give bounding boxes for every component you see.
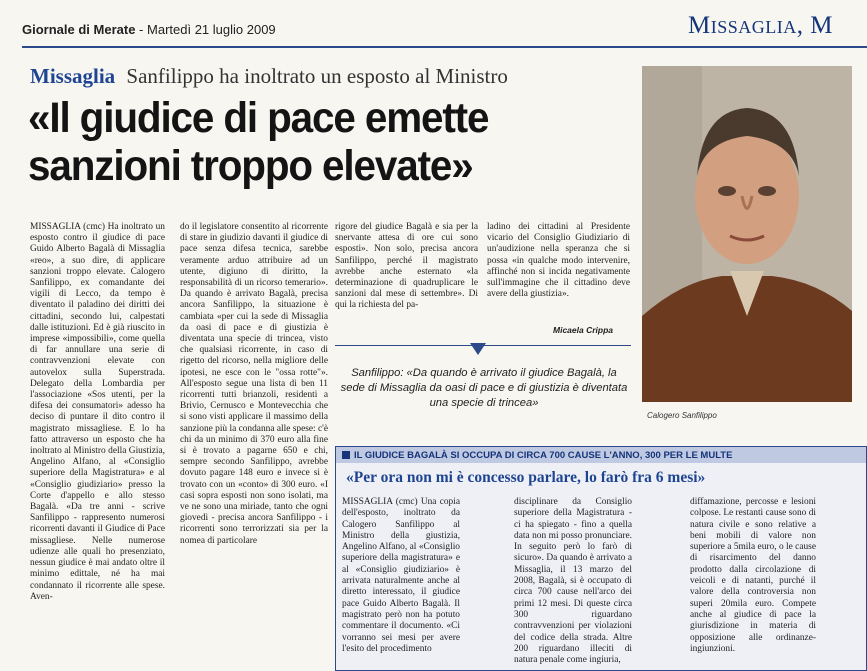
portrait-illustration xyxy=(642,66,852,402)
kicker-place: Missaglia xyxy=(30,64,116,88)
article-kicker xyxy=(30,64,508,89)
sidebar-box-bar xyxy=(336,447,866,463)
masthead-dateline xyxy=(22,22,276,37)
square-bullet-icon xyxy=(342,451,350,459)
photo-caption: Calogero Sanfilippo xyxy=(647,411,717,420)
article-column-4: ladino dei cittadini al Presidente vicario del Consiglio Giudiziario di un'audizione nella speranza che si possa «in qualche modo intervenire, affinché non si incida negativamente sull'immagine che il cittadino deve avere della giustizia». xyxy=(487,222,630,300)
pull-quote-marker-icon xyxy=(470,343,486,355)
article-headline: «Il giudice di pace emette sanzioni troppo elevate» xyxy=(28,94,489,190)
publication-name: Giornale di Merate xyxy=(22,22,136,37)
publication-date: Martedì 21 luglio 2009 xyxy=(147,22,276,37)
section-title: Missaglia, M xyxy=(688,12,833,39)
dateline-separator: - xyxy=(139,22,144,37)
sidebar-box-label: IL GIUDICE BAGALÀ SI OCCUPA DI CIRCA 700 CAUSE L'ANNO, 300 PER LE MULTE xyxy=(354,450,733,461)
kicker-text: Sanfilippo ha inoltrato un esposto al Ministro xyxy=(126,64,508,88)
sidebar-column-3: diffamazione, percosse e lesioni colpose. Le restanti cause sono di natura civile e sono relative a beni mobili di valore non superiore a 5mila euro, o le cause di risarcimento del danno prodotto dalla circolazione di veicoli e di natanti, purché il valore della controversia non superi 20mila euro. Compete anche al giudice di pace la giurisdizione in materia di opposizione alle ordinanze-ingiunzioni. xyxy=(690,497,816,654)
masthead xyxy=(0,0,867,48)
article-column-1: MISSAGLIA (cmc) Ha inoltrato un esposto contro il giudice di pace Guido Alberto Bagalà di Missaglia «reo», a suo dire, di applicare sanzioni troppo elevate. Calogero Sanfilippo, ex comandante dei vigili di Lecco, da tempo è diventato il paladino dei diritti dei cittadini, secondo lui, calpestati dalle istituzioni. Ed è già riuscito in imprese «impossibili», come quella di far annullare una serie di contravvenzioni elevate con autovelox sulla Superstrada. Delegato della Lombardia per l'associazione «Sos utenti, per la difesa dei consumatori» adesso ha deciso di puntare il dito contro il magistrato missagliese. E lo ha fatto attraverso un esposto che ha inoltrato al Ministro della Giustizia, Angelino Alfano, al «Consiglio superiore della Magistratura» e al «Consiglio giudiziario» presso la Corte d'appello e allo stesso Bagalà. «Da tre anni - scrive Sanfilippo - rappresento numerosi ricorrenti davanti il Giudice di Pace missagliese. Nelle numerose udienze alle quali ho presenziato, nessun giudice è mai andato oltre il minimo edittale, né ha mai condannato il ricorrente alle spese. Aven- xyxy=(30,222,165,602)
author-signature: Micaela Crippa xyxy=(553,325,613,335)
pull-quote: Sanfilippo: «Da quando è arrivato il giudice Bagalà, la sede di Missaglia da oasi di pace e di giustizia è diventata una specie di trincea» xyxy=(340,367,628,409)
portrait-photo xyxy=(642,66,852,402)
masthead-rule xyxy=(22,46,867,48)
sidebar-column-1: MISSAGLIA (cmc) Una copia dell'esposto, inoltrato da Calogero Sanfilippo al Ministro della giustizia, Angelino Alfano, al «Consiglio superiore della magistratura» e al «Consiglio giudiziario» è arrivata naturalmente anche al diretto interessato, il giudice pace Guido Alberto Bagalà. Il magistrato però non ha potuto commentare il documento. «Ci vorranno sei mesi per avere l'esito del procedimento xyxy=(342,497,460,654)
sidebar-box-title: «Per ora non mi è concesso parlare, lo farò fra 6 mesi» xyxy=(346,469,706,486)
sidebar-column-2: disciplinare da Consiglio superiore della Magistratura - ci ha spiegato - fino a quella data non mi posso pronunciare. In seguito però lo farò di sicuro». Da quando è arrivato a Missaglia, il 13 marzo del 2008, Bagalà, si è occupato di circa 700 cause nell'arco dei primi 12 mesi. Di queste circa 300 riguardano contravvenzioni per violazioni del codice della strada. Altre 200 riguardano illeciti di natura penale come ingiuria, xyxy=(514,497,632,666)
article-column-2: do il legislatore consentito al ricorrente di stare in giudizio davanti il giudice di pace senza difesa tecnica, sarebbe veramente arduo attribuire ad un utente, digiuno di diritto, la responsabilità di un ricorso temerario». Da quando è arrivato Bagalà, precisa ancora Sanfilippo, la situazione è cambiata «per cui la sede di Missaglia da oasi di pace e di giustizia è diventata una specie di trincea, visto che qualsiasi ricorrente, in caso di rigetto del ricorso, nella migliore delle ipotesi, ne esce con le "ossa rotte"». All'esposto segue una lista di ben 11 ricorrenti tutti brianzoli, residenti a Brivio, Cernusco e Montevecchia che si sono visti applicare il massimo della sanzione più la condanna alle spese: c'è chi da un minimo di 370 euro alla fine si è trovato a pagarne 650 e chi, sempre secondo Sanfilippo, avrebbe dovuto pagare 148 euro e invece si è trovato con un «conto» di 300 euro. «I casi sopra esposti non sono isolati, ma ve ne sono una miriade, tanto che ogni giovedì - precisa ancora Sanfilippo - i ricorrenti sono terrorizzati sia per la nomea di particolare xyxy=(180,222,328,546)
sidebar-box xyxy=(335,446,867,671)
article-column-3: rigore del giudice Bagalà e sia per la snervante attesa di ore cui sono esposti». Non solo, precisa ancora Sanfilippo, perché il magistrato avrebbe anche esternato «la determinazione di quadruplicare le sanzioni dal mese di settembre». Di qui la richiesta del pa- xyxy=(335,222,478,311)
